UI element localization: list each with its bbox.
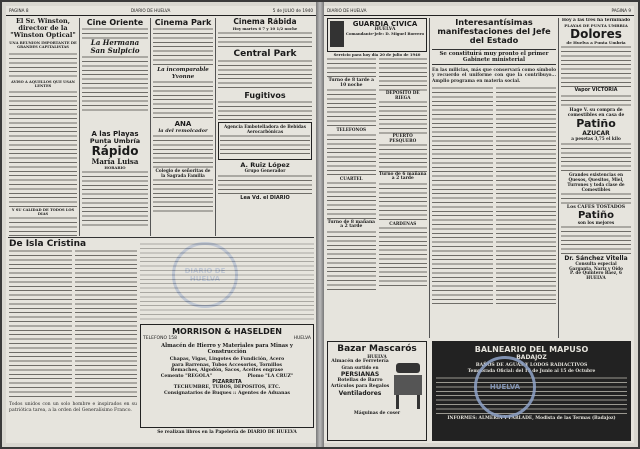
left-paper-name: DIARIO DE HUELVA [130, 8, 171, 13]
isla-title: De Isla Cristina [9, 239, 87, 249]
right-page-label: PAGINA 9 [611, 8, 631, 13]
crest-icon [330, 21, 344, 47]
fugitivos-title: Fugitivos [244, 90, 286, 100]
patino-address [561, 192, 631, 206]
morrison-cement2: Plomo "LA CRUZ" [247, 373, 294, 379]
left-date: 5 de JULIO de 1940 [272, 8, 313, 13]
morrison-city: HUELVA [293, 336, 311, 341]
doctor-city: HUELVA [586, 274, 606, 280]
dolores-sub: de Huelva a Punta Umbria [566, 40, 626, 45]
ana-subtitle: la del remolcador [158, 128, 208, 134]
morrison-line4: Remaches, Algodón, Sacos, Aceites engrase [170, 368, 284, 374]
cinema-park-box [153, 18, 213, 236]
patino-2-title: Patiño [577, 210, 614, 222]
cafe-label: Los CAFES TOSTADOS [566, 204, 626, 210]
ads-column [561, 18, 631, 336]
rabida-time: Hoy martes 6 7 y 10 1/2 noche [232, 25, 298, 31]
rabida-body [218, 31, 312, 49]
manifestaciones-article [432, 18, 556, 326]
playas-title: A las Playas [91, 130, 139, 138]
turno-3: Turno de 6 mañana a 2 tarde [378, 172, 427, 182]
cinema-rabida-title: Cinema Rábida [233, 18, 297, 26]
stamp-text-right: HUELVA [489, 383, 521, 391]
right-paper-name: DIARIO DE HUELVA [327, 8, 367, 13]
servicio-list-6 [379, 57, 428, 91]
hage-text: Hage V. su compra de comestibles en casa de [567, 107, 625, 119]
manif-title: Interesantísimas manifestaciones del Jefe del Estado [437, 18, 551, 46]
morrison-line1: Almacén de Hierro y Materiales para Minas y Construcción [161, 343, 293, 355]
servicio-list-8 [379, 143, 428, 173]
winston-title: El Sr. Winston, director de la "Winston Optical" [10, 18, 76, 39]
morrison-line6: Consignatarios de Buques :: Agentes de Aduanas [163, 390, 291, 396]
winston-subtitle-2: AVISO A AQUELLOS QUE USAN LENTES [11, 79, 75, 89]
grandes-existencias: Grandes existencias en Quesos, Quesitos, Miel, Turrones y toda clase de Comestibles [567, 171, 625, 192]
guardia-civica-column [327, 18, 427, 338]
servicio-list-3 [327, 133, 376, 177]
servicio-list-1 [327, 57, 376, 79]
morrison-name: MORRISON & HASELDEN [172, 327, 282, 336]
cinema-park-body [153, 80, 213, 120]
balneario-info: INFORMES: ALMERIA Y PARLADE, Modista de las Termas (Badajoz) [447, 416, 616, 421]
rabida-column [218, 18, 312, 236]
playas-box [82, 130, 148, 235]
morrison-line5: TECHUMBRE, TUBOS, DEPOSITOS, ETC. [173, 385, 281, 391]
fugitivos-body [218, 100, 312, 122]
playas-place: Punta Umbría [89, 137, 141, 145]
guardia-city: HUELVA [374, 27, 396, 32]
patino-title: Patiño [576, 117, 616, 131]
patino-2-sub: son los mejores [577, 220, 615, 226]
morrison-pizarrita: PIZARRITA [212, 379, 242, 386]
morrison-ad [140, 324, 314, 428]
oriente-film-2: San Sulpicio [90, 46, 140, 55]
servicio-list-2 [327, 88, 376, 128]
dolores-title: Dolores [570, 27, 622, 41]
right-page [324, 6, 634, 443]
left-running-head [6, 7, 316, 16]
page-gutter [316, 2, 324, 447]
bazar-line6: Ventiladores [338, 390, 382, 397]
bazar-line1: Almacén de Ferretería [331, 359, 389, 364]
servicio-list-7 [379, 100, 428, 134]
column-rule [150, 18, 151, 236]
balneario-season: Temporada Oficial: del 15 de Junio al 15 de Octubre [467, 368, 596, 374]
cuartel-label: CUARTEL [339, 175, 363, 181]
cine-oriente-box [82, 18, 148, 128]
telefonos-label: TELEFONOS [336, 127, 367, 133]
agencia-box [218, 122, 312, 160]
agencia-title: Agencia Embotelladora de Bebidas Aerocarbónicas [224, 123, 306, 134]
servicio-list-4 [327, 181, 376, 221]
morrison-line3: para Barrenas, Tubos Accesorios, Tornillos [171, 362, 283, 368]
colegio-title: Colegio de señoritas de la Sagrada Familia [155, 168, 211, 178]
manif-subtitle: Se constituirá muy pronto el primer Gabinete ministerial [432, 49, 556, 66]
newspaper-spread [2, 2, 638, 447]
winston-subtitle: UNA REUNION IMPORTANTE DE GRANDES CAPITALISTAS [9, 41, 77, 50]
deposito-label: DEPOSITO DE RIEGA [385, 90, 420, 100]
grupo-generador: Grupo Generador [244, 168, 286, 174]
morrison-line2: Chapas, Vigas, Lingotes de Fundición, Acero [169, 357, 285, 362]
sewing-machine-icon [392, 359, 424, 411]
oriente-film-1: La Hermana [90, 38, 140, 47]
library-stamp-right [474, 356, 536, 418]
isla-body-col-1 [9, 249, 72, 399]
doctor-address: P. de Quintero Báez, 6 [570, 270, 622, 276]
servicio-list-10 [379, 226, 428, 286]
ana-title: ANA [174, 120, 192, 128]
puerto-label: PUERTO PESQUERO [389, 133, 417, 143]
servicio-date: Servicio para hoy día 20 de julio de 1940 [333, 52, 421, 57]
cine-oriente-body [82, 55, 148, 111]
cardenas-label: CARDENAS [389, 220, 417, 226]
azucar-label: AZUCAR [582, 130, 610, 138]
central-park-body [218, 59, 312, 91]
column-rule [558, 18, 559, 338]
balneario-text: BAÑOS DE AGUAS Y LODOS RADIACTIVOS [475, 363, 588, 368]
horario-label: HORARIO [104, 165, 126, 170]
column-rule [215, 18, 216, 236]
hoy-title: Hoy a las tres ha terminado [561, 18, 631, 23]
servicio-list-9 [379, 182, 428, 222]
guardia-commander: Comandante-Jefe: D. Miguel Borrero [345, 31, 425, 37]
cafe-body [561, 225, 631, 255]
isla-closing: Todos unidos con un solo hombre e inspirados en su patriótica tarea, a la orden del Generalísimo Franco. [9, 402, 137, 413]
morrison-phone: TELEFONO 158 [143, 336, 178, 341]
bazar-mascaros-ad [327, 341, 427, 441]
isla-cristina-article [9, 239, 137, 441]
turno-1: Turno de 8 tarde a 10 noche [328, 78, 374, 88]
guardia-title: GUARDIA CIVICA [352, 20, 418, 28]
hoy-subtitle: PLAYAS DE PUNTA UMBRIA [564, 23, 628, 28]
bazar-line4: Botellas de Barro [337, 378, 383, 383]
cine-oriente-title: Cine Oriente [86, 18, 144, 27]
bazar-title: Bazar Mascarós [337, 344, 417, 354]
bazar-line7: Máquinas de coser [353, 411, 401, 416]
winston-body-3 [9, 216, 77, 236]
left-page-label: PAGINA 8 [9, 8, 29, 13]
balneario-city: BADAJOZ [516, 354, 547, 361]
bazar-line3: PERSIANAS [340, 371, 380, 378]
left-misc-text [140, 242, 314, 320]
cinema-park-title: Cinema Park [154, 18, 212, 27]
manif-body-col-2 [496, 86, 557, 306]
vapor-schedule [561, 94, 631, 108]
patino-list [561, 142, 631, 172]
agencia-body [220, 134, 310, 156]
vapor-victoria: Vapor VICTORIA [574, 88, 618, 94]
turno-2: Turno de 8 mañana a 2 tarde [327, 220, 376, 230]
central-park-title: Central Park [233, 48, 297, 59]
winston-article [9, 18, 77, 236]
maria-luisa-title: María Luisa [91, 157, 139, 166]
column-rule [79, 18, 80, 236]
ruiz-body [218, 174, 312, 196]
horizontal-rule [8, 237, 314, 238]
morrison-cement1: Cemento "REGOLA" [160, 373, 213, 379]
winston-body-1 [9, 52, 77, 80]
azucar-price: a pesetas 3,75 el kilo [571, 136, 621, 142]
lea-diario: Lea Vd. el DIARIO [240, 194, 290, 201]
column-rule [429, 18, 430, 338]
manif-body-col-1 [432, 86, 493, 306]
cinema-park-film: La incomparable Yvonne [157, 67, 209, 80]
bazar-city: HUELVA [367, 354, 387, 359]
doctor-name: Dr. Sánchez Vitella [564, 255, 628, 263]
manif-lead: En las milicias, más que conservará como símbolo y recuerdo el uniforme con que la contribuyo... Amplio programa en materia social. [432, 68, 556, 84]
isla-body-col-2 [75, 249, 138, 399]
winston-body-2 [9, 90, 77, 208]
balneario-title: BALNEARIO DEL MAPUSO [474, 345, 589, 354]
bazar-line2: Gran surtido en [341, 365, 379, 370]
horario-table [82, 170, 148, 226]
cinema-park-text [153, 27, 213, 67]
rapido-title: Rápido [91, 144, 139, 158]
guardia-header [327, 18, 427, 52]
ruiz-lopez-title: A. Ruiz López [240, 160, 290, 169]
dolores-schedule [561, 45, 631, 89]
colegio-body [153, 178, 213, 212]
servicio-list-5 [327, 230, 376, 290]
doctor-specialty: Garganta, Nariz y Oído [569, 265, 623, 271]
ana-body [153, 134, 213, 168]
left-page [6, 6, 316, 443]
bazar-line5: Artículos para Regalos [330, 384, 390, 389]
papeleria-footer: Se realizan libros en la Papelería de DIARIO DE HUELVA [157, 430, 297, 435]
doctor-sub: Consulta especial [575, 261, 617, 267]
right-running-head [324, 7, 634, 16]
winston-closing: Y SU CALIDAD DE TODOS LOS DIAS [11, 207, 75, 217]
